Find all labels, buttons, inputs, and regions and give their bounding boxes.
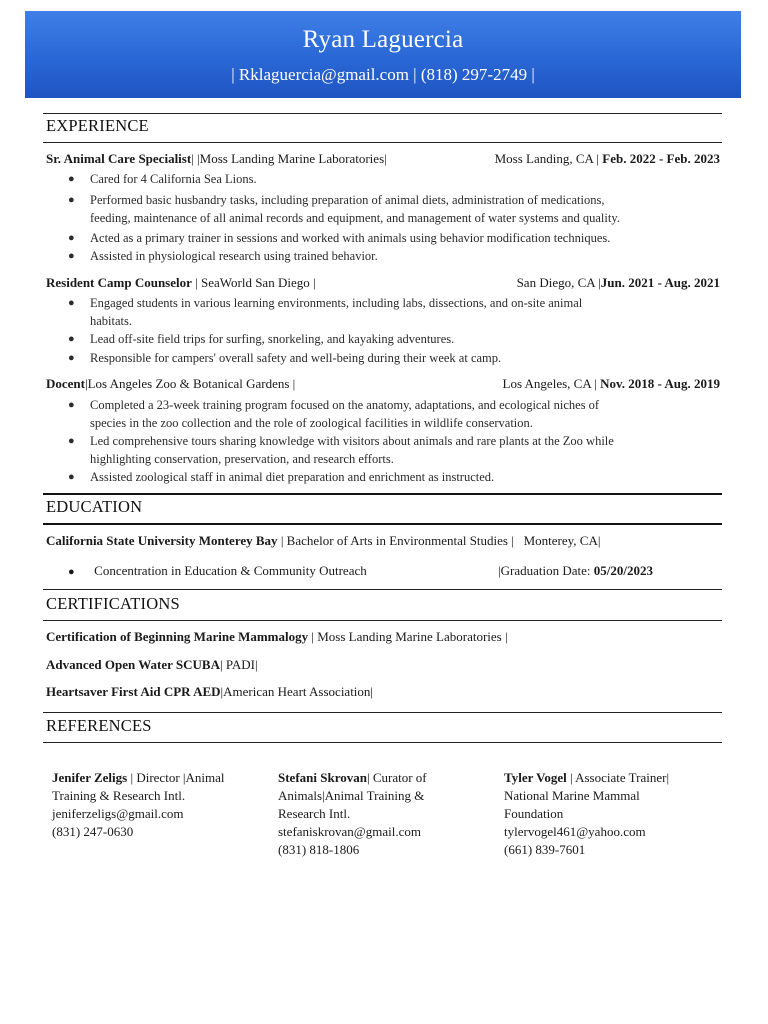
education-heading [46,533,720,551]
degree: | Bachelor of Arts in Environmental Studies | [280,533,514,548]
reference-card: Stefani Skrovan| Curator of Animals|Animal Training & Research Intl. stefaniskrovan@gmail.com (831) 818-1806 [278,770,427,857]
resume-header [25,11,741,98]
bullet-icon: ● [68,232,75,244]
job-heading [46,275,720,293]
certification-item [46,684,373,700]
job-org: |Los Angeles Zoo & Botanical Gardens | [85,376,296,391]
candidate-name: Ryan Laguercia [302,26,464,53]
job-dates: Jun. 2021 - Aug. 2021 [600,275,720,290]
divider [43,620,722,621]
certification-org: | PADI| [219,657,258,672]
section-title-education: EDUCATION [46,497,143,516]
certification-name: Advanced Open Water SCUBA [46,657,220,672]
list-item: ● Lead off-site field trips for surfing, snorkeling, and kayaking adventures. [68,331,720,349]
divider [43,142,722,143]
bullet-icon: ● [68,297,75,309]
bullet-icon: ● [68,399,75,411]
reference-phone: (831) 818-1806 [278,842,360,857]
reference-name: Jenifer Zeligs [52,770,128,785]
job-title: Sr. Animal Care Specialist [46,151,192,166]
reference-email: tylervogel461@yahoo.com [504,824,646,839]
bullet-icon: ● [68,250,75,262]
certification-name: Certification of Beginning Marine Mammalogy [46,629,309,644]
bullet-icon: ● [68,194,75,206]
certification-name: Heartsaver First Aid CPR AED [46,684,221,699]
bullet-icon: ● [68,435,75,447]
bullet-icon: ● [68,333,75,345]
bullet-icon: ● [68,352,75,364]
bullet-icon: ● [68,566,75,578]
reference-email: jeniferzeligs@gmail.com [52,806,184,821]
job-heading [46,376,720,394]
bullet-icon: ● [68,471,75,483]
reference-phone: (831) 247-0630 [52,824,134,839]
job-title: Docent [46,376,85,391]
list-item: ● Led comprehensive tours sharing knowledge with visitors about animals and rare plants at the Zoo while [68,433,720,451]
school-name: California State University Monterey Bay [46,533,278,548]
reference-email: stefaniskrovan@gmail.com [278,824,422,839]
section-title-certifications: CERTIFICATIONS [46,594,180,613]
divider [43,742,722,743]
contact-line: | Rklaguercia@gmail.com | (818) 297-2749 | [231,65,535,84]
divider [43,493,722,495]
job-location: Los Angeles, CA | [502,376,597,391]
job-org: | SeaWorld San Diego | [195,275,316,290]
divider [43,523,722,525]
list-item-continued: feeding, maintenance of all animal records and equipment, and management of water systems and quality. [90,211,620,225]
school-location: Monterey, CA| [523,533,601,548]
bullet-icon: ● [68,173,75,185]
certification-item [46,657,258,673]
section-title-references: REFERENCES [46,716,152,735]
reference-card: Tyler Vogel | Associate Trainer| National Marine Mammal Foundation tylervogel461@yahoo.com (661) 839-7601 [504,770,670,857]
concentration: Concentration in Education & Community Outreach [94,563,367,578]
job-dates: Feb. 2022 - Feb. 2023 [602,151,720,166]
list-item-continued: species in the zoo collection and the role of zoological facilities in wildlife conservation. [90,416,533,430]
list-item-continued: highlighting conservation, preservation, and research efforts. [90,452,394,466]
list-item: ● Engaged students in various learning environments, including labs, dissections, and on-site animal [68,295,720,313]
list-item: ● Completed a 23-week training program focused on the anatomy, adaptations, and ecological niches of [68,397,720,415]
list-item: ● Assisted zoological staff in animal diet preparation and enrichment as instructed. [68,469,720,487]
list-item: ● Cared for 4 California Sea Lions. [68,171,720,189]
graduation-date: 05/20/2023 [593,563,653,578]
job-org: | |Moss Landing Marine Laboratories| [191,151,387,166]
certification-org: |American Heart Association| [220,684,374,699]
job-heading [46,151,720,169]
list-item: ● Assisted in physiological research using trained behavior. [68,248,720,266]
job-title: Resident Camp Counselor [46,275,192,290]
divider [43,589,722,590]
certification-org: | Moss Landing Marine Laboratories | [308,629,508,644]
education-detail [46,563,720,581]
job-location: Moss Landing, CA | [494,151,600,166]
reference-name: Stefani Skrovan [278,770,367,785]
reference-phone: (661) 839-7601 [504,842,586,857]
divider [43,712,722,713]
reference-name: Tyler Vogel [504,770,567,785]
reference-card: Jenifer Zeligs | Director |Animal Training & Research Intl. jeniferzeligs@gmail.com (831) 247-0630 [52,770,225,839]
section-title-experience: EXPERIENCE [46,116,149,135]
divider [43,113,722,114]
job-location: San Diego, CA | [516,275,601,290]
graduation-label: |Graduation Date: [498,563,594,578]
list-item-continued: habitats. [90,314,133,328]
list-item: ● Acted as a primary trainer in sessions and worked with animals using behavior modification techniques. [68,230,720,248]
list-item: ● Performed basic husbandry tasks, including preparation of animal diets, administration of medications, [68,192,720,210]
job-dates: Nov. 2018 - Aug. 2019 [600,376,720,391]
list-item: ● Responsible for campers' overall safety and well-being during their week at camp. [68,350,720,368]
certification-item [46,629,508,645]
